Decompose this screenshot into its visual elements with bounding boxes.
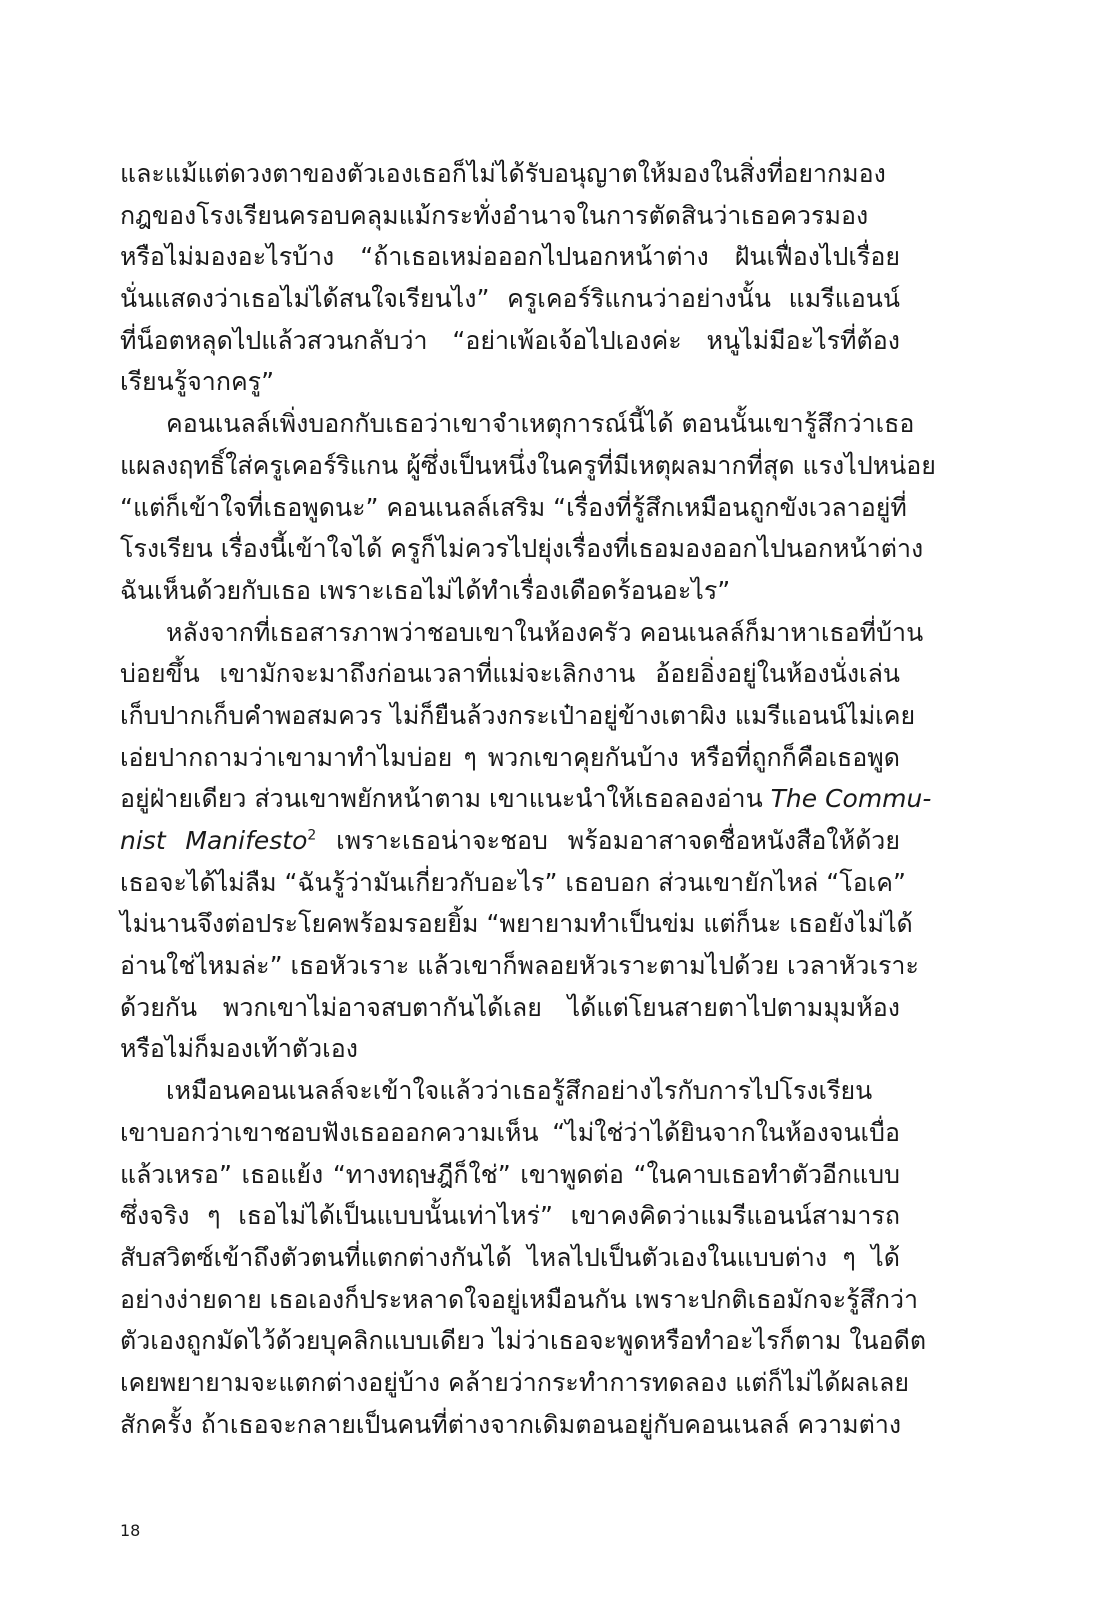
text-line: เอ่ยปากถามว่าเขามาทำไมบ่อย ๆ พวกเขาคุยกันบ้าง หรือที่ถูกก็คือเธอพูด [120,742,900,772]
text-line: ที่น็อตหลุดไปแล้วสวนกลับว่า “อย่าเพ้อเจ้อไปเองค่ะ หนูไม่มีอะไรที่ต้อง [120,325,900,355]
text-line: หรือไม่มองอะไรบ้าง “ถ้าเธอเหม่อออกไปนอกหน้าต่าง ฝันเฟื่องไปเรื่อย [120,242,900,272]
text-line: เขาบอกว่าเขาชอบฟังเธอออกความเห็น “ไม่ใช่ว่าได้ยินจากในห้องจนเบื่อ [120,1117,900,1147]
paragraph-first-line: เหมือนคอนเนลล์จะเข้าใจแล้วว่าเธอรู้สึกอย่างไรกับการไปโรงเรียน [166,1076,873,1106]
text-line: กฎของโรงเรียนครอบคลุมแม้กระทั่งอำนาจในการตัดสินว่าเธอควรมอง [120,200,869,230]
text-line: เรียนรู้จากครู” [120,367,275,397]
text-line: แล้วเหรอ” เธอแย้ง “ทางทฤษฎีก็ใช่” เขาพูดต่อ “ในคาบเธอทำตัวอีกแบบ [120,1159,900,1189]
text-line: ไม่นานจึงต่อประโยคพร้อมรอยยิ้ม “พยายามทำเป็นข่ม แต่ก็นะ เธอยังไม่ได้ [120,909,913,939]
text-line: แผลงฤทธิ์ใส่ครูเคอร์ริแกน ผู้ซึ่งเป็นหนึ่งในครูที่มีเหตุผลมากที่สุด แรงไปหน่อย [120,450,936,480]
text-line: อ่านใช่ไหมล่ะ” เธอหัวเราะ แล้วเขาก็พลอยหัวเราะตามไปด้วย เวลาหัวเราะ [120,951,919,981]
text-line: หรือไม่ก็มองเท้าตัวเอง [120,1034,358,1064]
text-line: เคยพยายามจะแตกต่างอยู่บ้าง คล้ายว่ากระทำการทดลอง แต่ก็ไม่ได้ผลเลย [120,1367,909,1397]
page-number: 18 [120,1521,141,1540]
text-line: ซึ่งจริง ๆ เธอไม่ได้เป็นแบบนั้นเท่าไหร่” เขาคงคิดว่าแมรีแอนน์สามารถ [120,1201,900,1231]
text-line: “แต่ก็เข้าใจที่เธอพูดนะ” คอนเนลล์เสริม “เรื่องที่รู้สึกเหมือนถูกขังเวลาอยู่ที่ [120,492,907,522]
text-line: ตัวเองถูกมัดไว้ด้วยบุคลิกแบบเดียว ไม่ว่าเธอจะพูดหรือทำอะไรก็ตาม ในอดีต [120,1326,927,1356]
text-line: อยู่ฝ่ายเดียว ส่วนเขาพยักหน้าตาม เขาแนะนำให้เธอลองอ่าน The Commu- [120,784,932,814]
text-line: ด้วยกัน พวกเขาไม่อาจสบตากันได้เลย ได้แต่โยนสายตาไปตามมุมห้อง [120,992,900,1022]
text-line: อย่างง่ายดาย เธอเองก็ประหลาดใจอยู่เหมือนกัน เพราะปกติเธอมักจะรู้สึกว่า [120,1284,919,1314]
body-text [120,153,936,1445]
text-line: และแม้แต่ดวงตาของตัวเองเธอก็ไม่ได้รับอนุญาตให้มองในสิ่งที่อยากมอง [120,159,886,188]
paragraph-first-line: หลังจากที่เธอสารภาพว่าชอบเขาในห้องครัว คอนเนลล์ก็มาหาเธอที่บ้าน [166,617,924,647]
text-line: นั่นแสดงว่าเธอไม่ได้สนใจเรียนไง” ครูเคอร์ริแกนว่าอย่างนั้น แมรีแอนน์ [120,284,900,314]
text-line: โรงเรียน เรื่องนี้เข้าใจได้ ครูก็ไม่ควรไปยุ่งเรื่องที่เธอมองออกไปนอกหน้าต่าง [120,534,924,564]
text-line: nist Manifesto$^2$ เพราะเธอน่าจะชอบ พร้อมอาสาจดชื่อหนังสือให้ด้วย [120,826,900,855]
text-line: ฉันเห็นด้วยกับเธอ เพราะเธอไม่ได้ทำเรื่องเดือดร้อนอะไร” [120,575,731,605]
text-line: บ่อยขึ้น เขามักจะมาถึงก่อนเวลาที่แม่จะเลิกงาน อ้อยอิ่งอยู่ในห้องนั่งเล่น [120,659,900,689]
text-line: เก็บปากเก็บคำพอสมควร ไม่ก็ยืนล้วงกระเป๋าอยู่ข้างเตาผิง แมรีแอนน์ไม่เคย [120,700,916,730]
text-line: สับสวิตซ์เข้าถึงตัวตนที่แตกต่างกันได้ ไหลไปเป็นตัวเองในแบบต่าง ๆ ได้ [120,1242,900,1272]
book-title-italic: The Commu- [770,784,932,814]
text-line: เธอจะได้ไม่ลืม “ฉันรู้ว่ามันเกี่ยวกับอะไร” เธอบอก ส่วนเขายักไหล่ “โอเค” [120,867,906,897]
paragraph-first-line: คอนเนลล์เพิ่งบอกกับเธอว่าเขาจำเหตุการณ์นี้ได้ ตอนนั้นเขารู้สึกว่าเธอ [166,409,915,439]
book-title-italic: nist Manifesto [120,826,308,855]
footnote-marker: 2 [307,827,317,844]
text-line: สักครั้ง ถ้าเธอจะกลายเป็นคนที่ต่างจากเดิมตอนอยู่กับคอนเนลล์ ความต่าง [120,1409,902,1439]
